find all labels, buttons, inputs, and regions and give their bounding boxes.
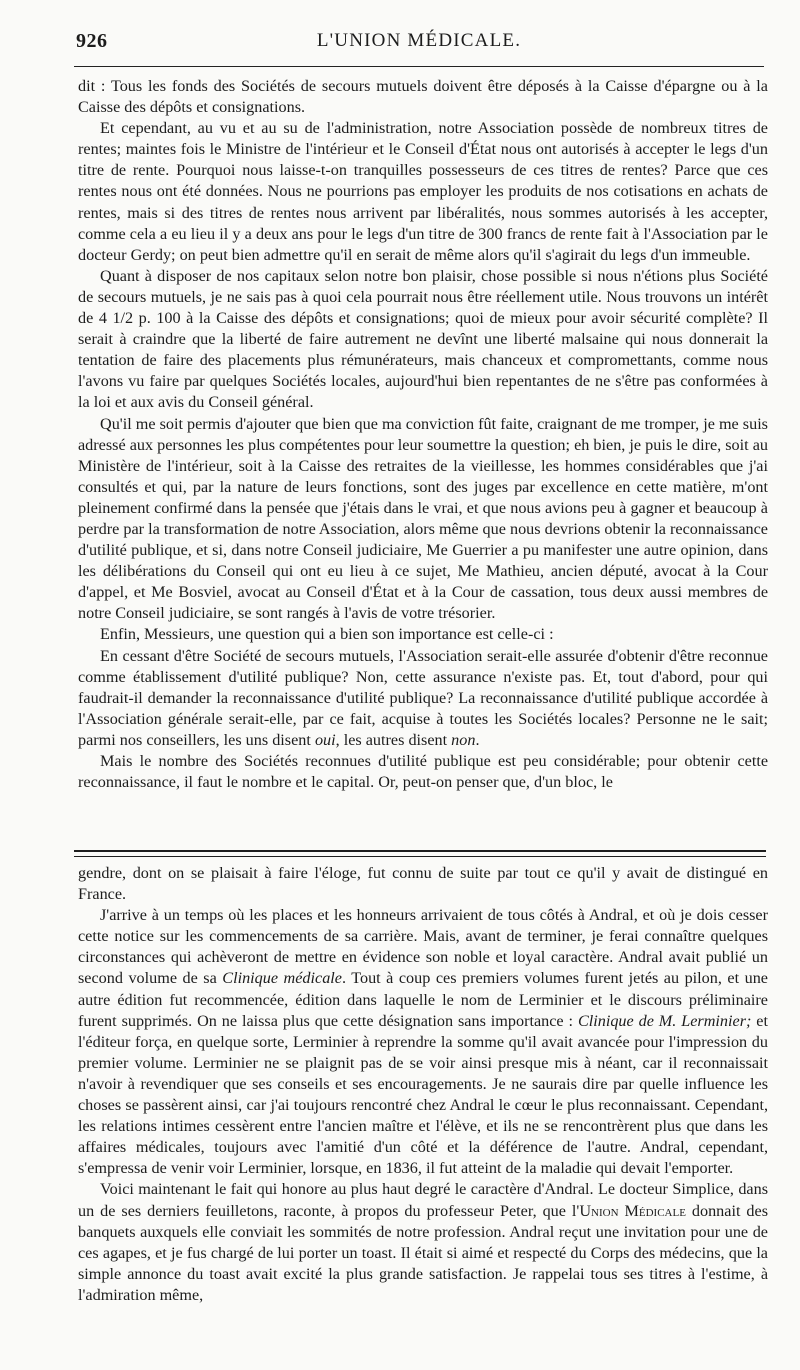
- paragraph: Quant à disposer de nos capitaux selon notre bon plaisir, chose possible si nous n'étions plus Société de secours mutuels, je ne sais pas à quoi cela pourrait nous être réellement utile. Nous trouvons un intérêt de 4 1/2 p. 100 à la Caisse des dépôts et consignations; quoi de mieux pour avoir sécurité complète? Il serait à craindre que la liberté de faire autrement ne devînt une liberté malsaine qui nous donnerait la tentation de faire des placements plus rémunérateurs, mais chanceux et compromettants, comme nous l'avons vu faire par quelques Sociétés locales, aujourd'hui bien repentantes de ne s'être pas conformées à la loi et aux avis du Conseil général.: [78, 266, 768, 412]
- paragraph: [78, 1179, 768, 1306]
- feuilleton-article: [78, 863, 768, 1306]
- paragraph: Et cependant, au vu et au su de l'administration, notre Association possède de nombreux titres de rentes; maintes fois le Ministre de l'intérieur et le Conseil d'État nous ont autorisés à accepter le legs d'un titre de rente. Pourquoi nous laisse-t-on tranquilles possesseurs de ces titres de rentes? Parce que ces rentes nous ont été données. Nous ne pourrions pas employer les produits de nos cotisations en achats de rentes, mais si des titres de rentes nous arrivent par libéralités, nous sommes autorisés à les accepter, comme cela a eu lieu il y a deux ans pour le legs d'un titre de 300 francs de rente fait à l'Association par le docteur Gerdy; on peut bien admettre qu'il en serait de même alors qu'il s'agirait du legs d'un immeuble.: [78, 119, 768, 264]
- paragraph-text: .: [475, 730, 480, 749]
- journal-name: Union Médicale: [579, 1201, 686, 1220]
- paragraph: [78, 646, 768, 751]
- upper-article: [78, 76, 768, 793]
- page-number: 926: [76, 30, 108, 52]
- paragraph: gendre, dont on se plaisait à faire l'éloge, fut connu de suite par tout ce qu'il y avait de distingué en France.: [78, 864, 768, 904]
- paragraph: Mais le nombre des Sociétés reconnues d'utilité publique est peu considérable; pour obtenir cette reconnaissance, il faut le nombre et le capital. Or, peut-on penser que, d'un bloc, le: [78, 752, 768, 792]
- paragraph-text: . Tout à coup ces premiers volumes furent jetés au pilon, et une autre édition fut recommencée, édition dans laquelle le nom de Lerminier et le discours préliminaire furent supprimés. On ne laissa plus que cette désignation sans importance :: [78, 969, 768, 1030]
- paragraph-text: En cessant d'être Société de secours mutuels, l'Association serait-elle assurée d'obtenir d'être reconnue comme établissement d'utilité publique? Non, cette assurance n'existe pas. Et, tout d'abord, pour qui faudrait-il demander la reconnaissance d'utilité publique? La reconnaissance d'utilité publique accordée à l'Association générale serait-elle, par ce fait, acquise à toutes les Sociétés locales? Personne ne le sait; parmi nos conseillers, les uns disent: [78, 646, 768, 749]
- italic-title: Clinique de M. Lerminier;: [577, 1011, 752, 1030]
- italic-word: oui: [314, 730, 336, 749]
- header-rule: [74, 66, 764, 67]
- running-title: L'UNION MÉDICALE.: [316, 30, 522, 51]
- italic-title: Clinique médicale: [222, 969, 342, 988]
- paragraph: Qu'il me soit permis d'ajouter que bien que ma conviction fût faite, craignant de me tromper, je me suis adressé aux personnes les plus compétentes pour leur soumettre la question; eh bien, je puis le dire, soit au Ministère de l'intérieur, soit à la Caisse des retraites de la vieillesse, les hommes considérables que j'ai consultés et qui, par la nature de leurs fonctions, sont des juges par excellence en cette matière, m'ont pleinement confirmé dans la pensée que j'étais dans le vrai, et que nous avions peu à gagner et beaucoup à perdre par la transformation de notre Association, alors même que nous devrions obtenir la reconnaissance d'utilité publique, et si, dans notre Conseil judiciaire, Me Guerrier a pu manifester une autre opinion, dans les délibérations du Conseil qui ont eu lieu à ce sujet, Me Mathieu, ancien député, avocat à la Cour d'appel, et Me Bosviel, avocat au Conseil d'État et à la Cour de cassation, tous deux aussi membres de notre Conseil judiciaire, se sont rangés à l'avis de votre trésorier.: [78, 414, 768, 623]
- paragraph: Enfin, Messieurs, une question qui a bien son importance est celle-ci :: [100, 625, 554, 644]
- feuilleton-divider: [74, 850, 766, 857]
- paragraph-text: J'arrive à un temps où les places et les honneurs arrivaient de tous côtés à Andral, et où je dois cesser cette notice sur les commencements de sa carrière. Mais, avant de terminer, je ferai connaître quelques circonstances qui achèveront de mettre en évidence son noble et loyal caractère. Andral avait publié un second volume de sa: [78, 906, 768, 988]
- paragraph-text: , les autres disent: [335, 730, 452, 749]
- paragraph-text: Voici maintenant le fait qui honore au plus haut degré le caractère d'Andral. Le docteur Simplice, dans un de ses derniers feuilletons, raconte, à propos du professeur Peter, que l': [78, 1180, 768, 1220]
- paragraph: [78, 905, 768, 1179]
- page-header: [74, 30, 764, 60]
- paragraph-text: et l'éditeur força, en quelque sorte, Lerminier à reprendre la somme qu'il avait avancée pour l'impression du premier volume. Lerminier ne se plaignit pas de se voir ainsi presque mis à néant, car il reconnaissait n'avoir à revendiquer que ses conseils et ses encouragements. Je ne saurais dire par quelle influence les choses se passèrent ainsi, car j'ai toujours rencontré chez Andral le cœur le plus reconnaissant. Cependant, les relations intimes cessèrent entre l'ancien maître et l'élève, et ils ne se rencontrèrent plus que dans les affaires médicales, toujours avec l'amitié d'un côté et la déférence de l'autre. Andral, cependant, s'empressa de venir voir Lerminier, lorsque, en 1836, il fut atteint de la maladie qui devait l'emporter.: [78, 1011, 768, 1178]
- italic-word: non: [451, 730, 476, 749]
- paragraph: dit : Tous les fonds des Sociétés de secours mutuels doivent être déposés à la Caisse d'épargne ou à la Caisse des dépôts et consignations.: [78, 77, 768, 117]
- paragraph-text: donnait des banquets auxquels elle conviait les sommités de notre profession. Andral reçut une invitation pour une de ces agapes, et je fus chargé de lui porter un toast. Il était si aimé et respecté du Corps des médecins, que la simple annonce du toast avait excité la plus grande satisfaction. Je rappelai tous ses titres à l'estime, à l'admiration même,: [78, 1201, 769, 1304]
